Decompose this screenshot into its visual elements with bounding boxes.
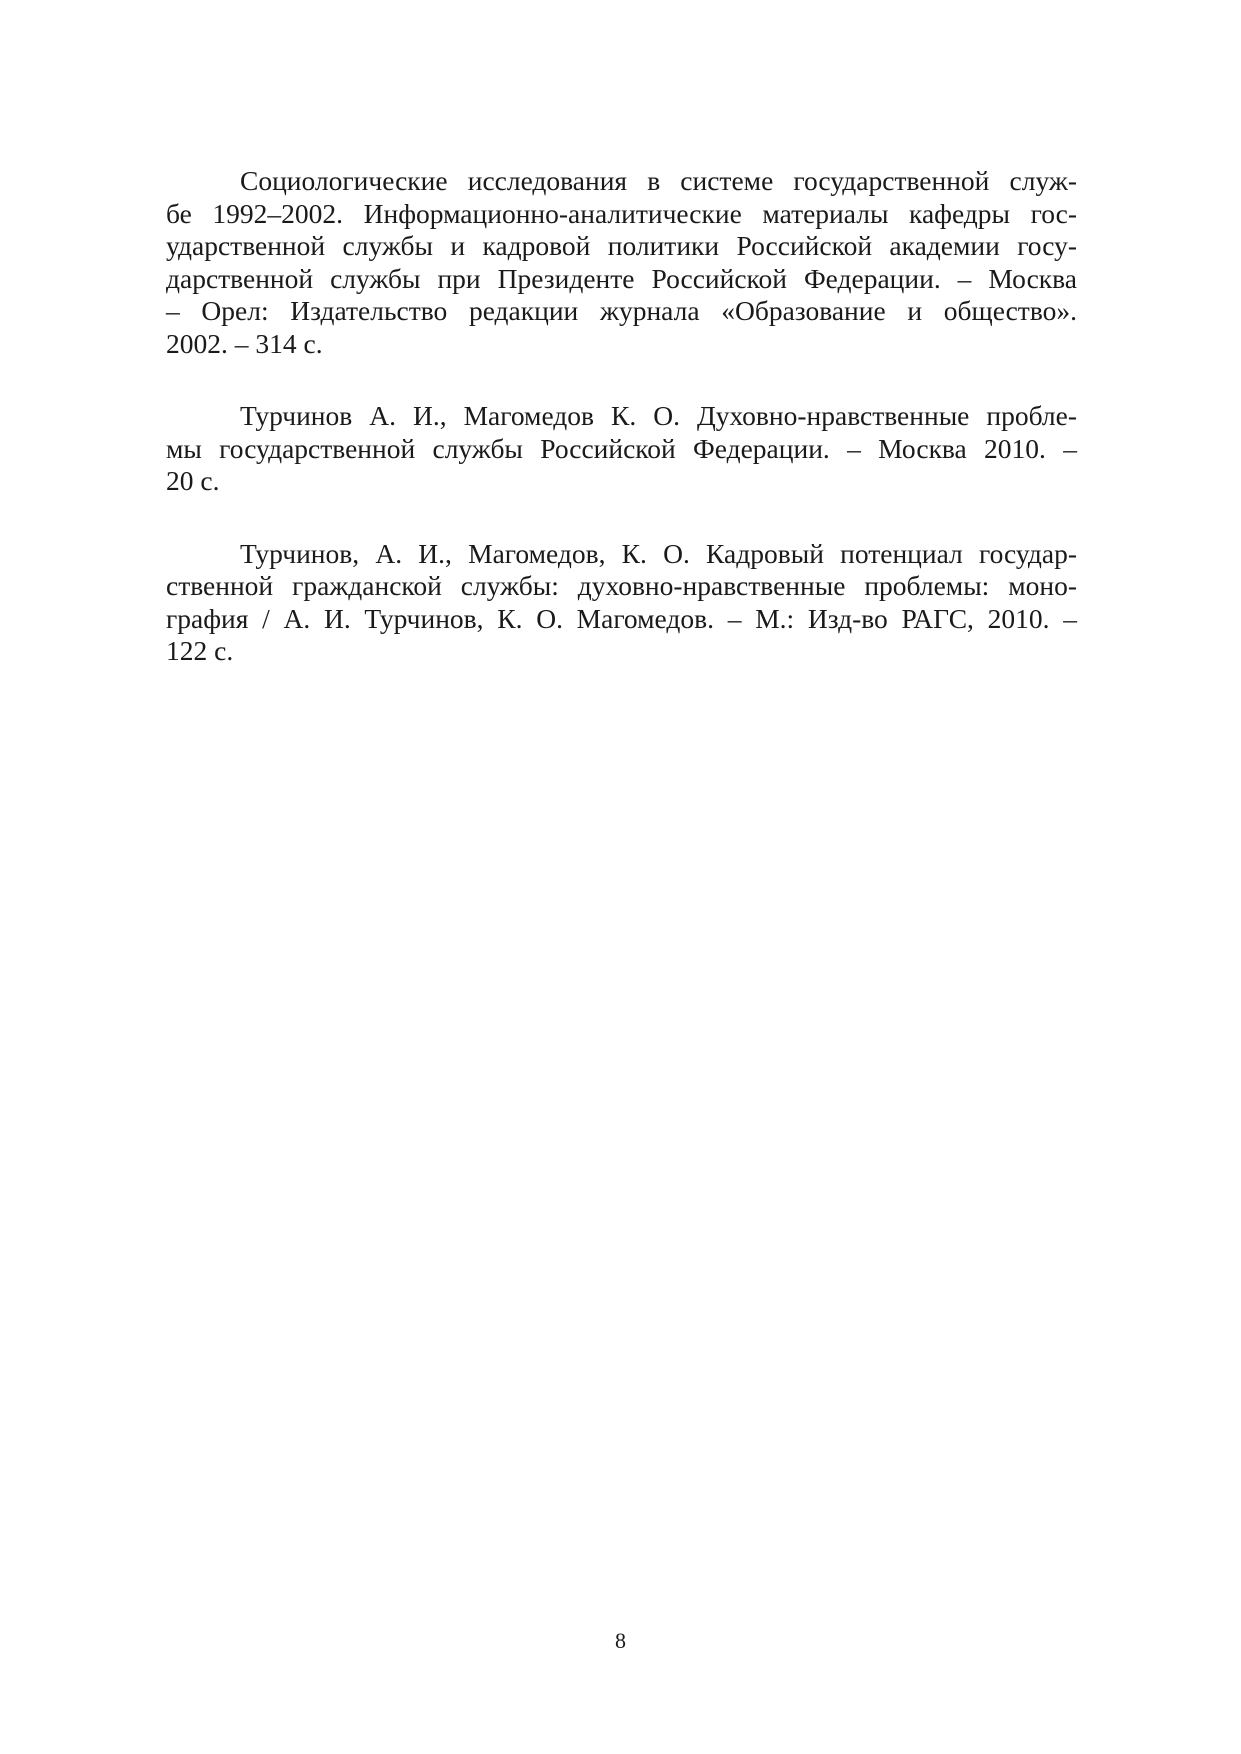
reference-line: бе 1992–2002. Информационно-аналитические материалы кафедры гос- (166, 197, 1077, 229)
reference-line: 20 с. (166, 465, 220, 496)
page-number: 8 (615, 1628, 626, 1653)
reference-line: графия / А. И. Турчинов, К. О. Магомедов. – М.: Изд-во РАГС, 2010. – (166, 602, 1077, 634)
reference-entry-1 (166, 165, 1077, 360)
reference-line: мы государственной службы Российской Федерации. – Москва 2010. – (166, 432, 1077, 464)
reference-line: 2002. – 314 с. (166, 327, 323, 359)
reference-list (166, 165, 1077, 708)
reference-line: Турчинов А. И., Магомедов К. О. Духовно-нравственные пробле- (240, 400, 1077, 431)
reference-line: – Орел: Издательство редакции журнала «Образование и общество». (166, 295, 1077, 326)
reference-line: Турчинов, А. И., Магомедов, К. О. Кадровый потенциал государ- (240, 537, 1077, 569)
reference-line: ударственной службы и кадровой политики Российской академии госу- (166, 230, 1077, 261)
reference-line: Социологические исследования в системе государственной служ- (240, 165, 1077, 196)
reference-line: ственной гражданской службы: духовно-нравственные проблемы: моно- (166, 570, 1077, 601)
reference-line: дарственной службы при Президенте Российской Федерации. – Москва (166, 262, 1077, 294)
reference-entry-3 (166, 538, 1077, 668)
reference-line: 122 с. (166, 635, 234, 666)
reference-entry-2 (166, 400, 1077, 498)
